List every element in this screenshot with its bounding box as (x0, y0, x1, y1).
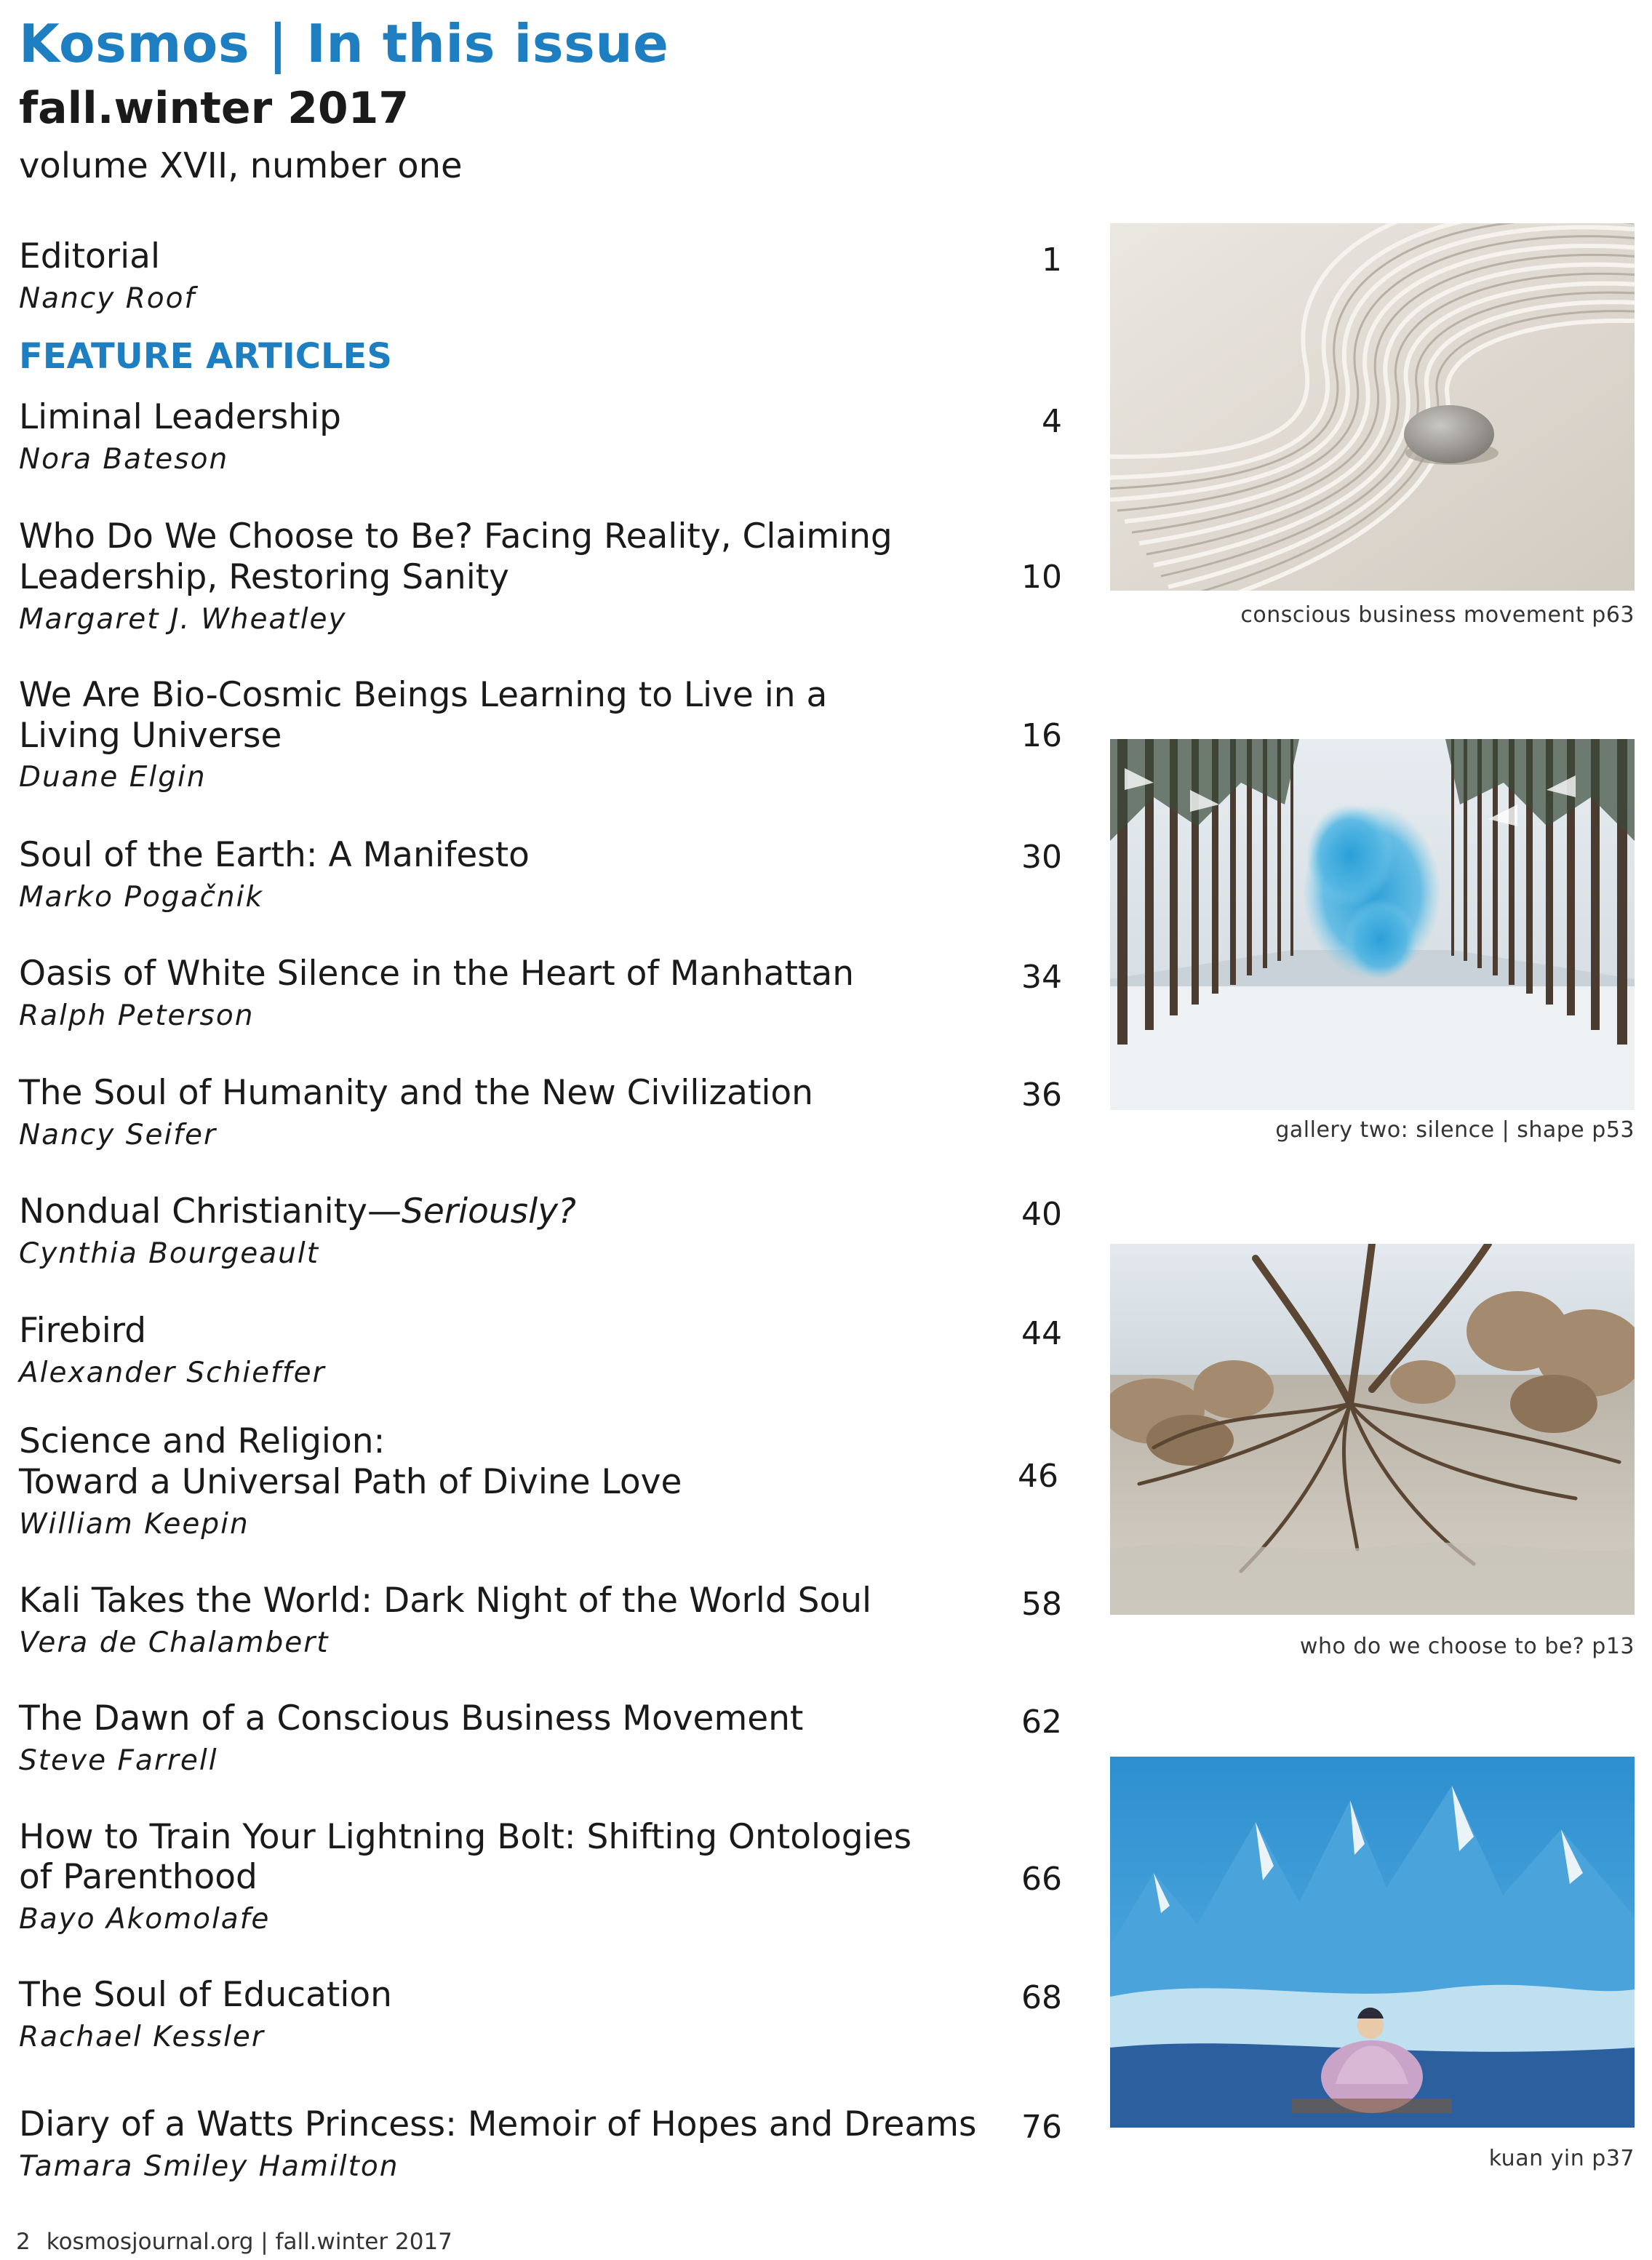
toc-title-text: Nondual Christianity— (19, 1191, 402, 1231)
toc-title: We Are Bio-Cosmic Beings Learning to Live in a (19, 675, 828, 715)
toc-author: William Keepin (19, 1508, 250, 1541)
toc-title: The Soul of Education (19, 1975, 392, 2015)
toc-page-number: 4 (1042, 403, 1062, 440)
toc-author: Bayo Akomolafe (19, 1903, 271, 1936)
footer-text: kosmosjournal.org | fall.winter 2017 (46, 2229, 452, 2255)
section-heading: FEATURE ARTICLES (19, 336, 392, 377)
image-caption: conscious business movement p63 (1240, 602, 1635, 628)
toc-page-number: 44 (1021, 1315, 1062, 1352)
forest-smoke-illustration (1110, 739, 1635, 1110)
issue-title: fall.winter 2017 (19, 83, 410, 134)
toc-title: How to Train Your Lightning Bolt: Shifting Ontologies (19, 1817, 912, 1857)
forest-blue-smoke-photo (1110, 739, 1635, 1110)
toc-author: Duane Elgin (19, 761, 207, 794)
toc-title-continued: Living Universe (19, 716, 282, 756)
toc-author: Margaret J. Wheatley (19, 603, 347, 636)
toc-page-number: 58 (1021, 1586, 1062, 1623)
toc-page-number: 30 (1021, 839, 1062, 876)
toc-title: Firebird (19, 1311, 147, 1351)
toc-page-number: 66 (1021, 1861, 1062, 1898)
zen-sand-garden-illustration (1110, 223, 1635, 591)
volume-number: volume XVII, number one (19, 145, 463, 186)
toc-title: Kali Takes the World: Dark Night of the World Soul (19, 1581, 872, 1621)
toc-title-continued: Toward a Universal Path of Divine Love (19, 1462, 682, 1502)
toc-title: Diary of a Watts Princess: Memoir of Hopes and Dreams (19, 2104, 977, 2144)
stone-shape (1404, 405, 1494, 463)
toc-page-number: 36 (1021, 1077, 1062, 1114)
toc-title: Science and Religion: (19, 1421, 386, 1461)
toc-title-continued: of Parenthood (19, 1857, 258, 1897)
toc-page-number: 46 (1018, 1458, 1058, 1495)
toc-title: Oasis of White Silence in the Heart of Manhattan (19, 954, 854, 994)
toc-page-number: 76 (1021, 2109, 1062, 2146)
toc-author: Steve Farrell (19, 1744, 218, 1777)
toc-author: Rachael Kessler (19, 2021, 265, 2053)
toc-title: Who Do We Choose to Be? Facing Reality, Claiming (19, 516, 893, 556)
footer-page-number: 2 (16, 2229, 31, 2255)
image-caption: kuan yin p37 (1488, 2146, 1635, 2171)
toc-author: Marko Pogačnik (19, 881, 264, 914)
toc-author: Nancy Roof (19, 282, 196, 315)
toc-page-number: 1 (1042, 241, 1062, 279)
toc-author: Nora Bateson (19, 443, 229, 476)
zen-sand-garden-photo (1110, 223, 1635, 591)
toc-author: Alexander Schieffer (19, 1357, 326, 1389)
mangrove-illustration (1110, 1244, 1635, 1615)
toc-title: The Soul of Humanity and the New Civilization (19, 1073, 813, 1113)
toc-author: Nancy Seifer (19, 1119, 218, 1151)
toc-page-number: 68 (1021, 1979, 1062, 2016)
toc-title: Soul of the Earth: A Manifesto (19, 835, 530, 875)
page-footer (16, 2229, 468, 2255)
kuan-yin-painting (1110, 1757, 1635, 2128)
toc-page-number: 62 (1021, 1704, 1062, 1741)
kuan-yin-illustration (1110, 1757, 1635, 2128)
toc-title-continued: Leadership, Restoring Sanity (19, 557, 509, 597)
toc-title-italic: Seriously? (401, 1191, 576, 1231)
toc-author: Ralph Peterson (19, 999, 255, 1032)
image-caption: gallery two: silence | shape p53 (1275, 1117, 1635, 1143)
toc-author: Vera de Chalambert (19, 1626, 330, 1659)
toc-page-number: 16 (1021, 717, 1062, 754)
toc-page-number: 40 (1021, 1196, 1062, 1233)
toc-page-number: 34 (1021, 959, 1062, 996)
mangrove-roots-photo (1110, 1244, 1635, 1615)
toc-title: Editorial (19, 236, 161, 276)
toc-title: The Dawn of a Conscious Business Movement (19, 1698, 804, 1738)
toc-title: Liminal Leadership (19, 397, 341, 437)
image-caption: who do we choose to be? p13 (1299, 1634, 1635, 1659)
toc-author: Cynthia Bourgeault (19, 1237, 320, 1270)
toc-title (19, 1191, 576, 1232)
magazine-brand-title: Kosmos | In this issue (19, 13, 669, 74)
toc-author: Tamara Smiley Hamilton (19, 2150, 399, 2183)
toc-page-number: 10 (1021, 559, 1062, 596)
